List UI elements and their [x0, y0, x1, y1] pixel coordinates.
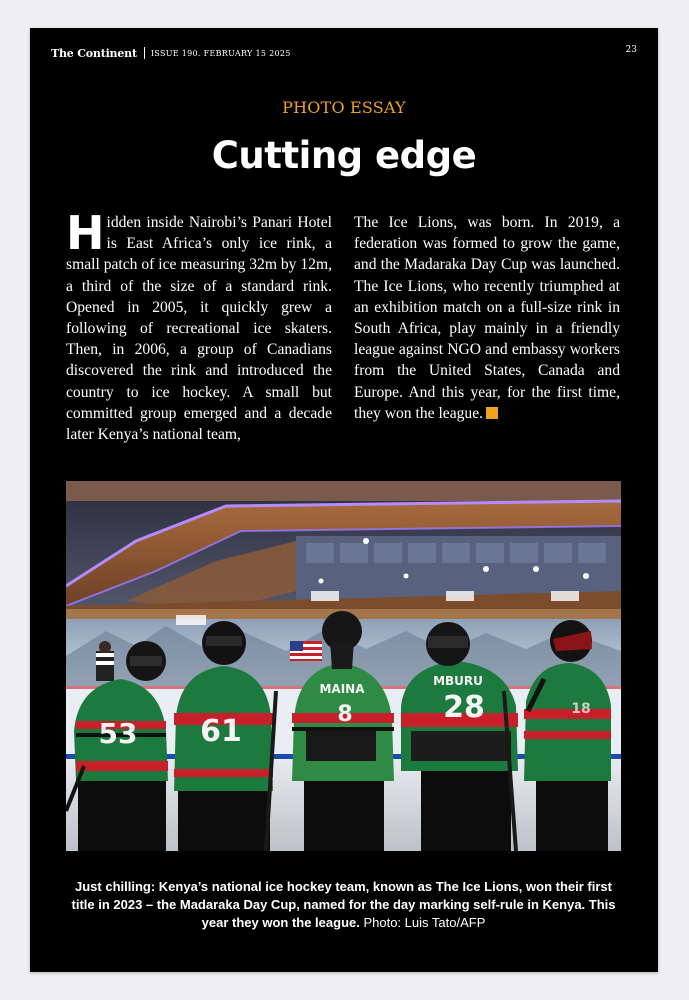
publication-name: The Continent: [51, 46, 137, 60]
page-header: [51, 45, 291, 61]
drop-cap: H: [66, 206, 105, 260]
jersey-name-2: MBURU: [433, 674, 483, 688]
section-kicker: PHOTO ESSAY: [282, 98, 406, 117]
body-column-left: [66, 206, 332, 445]
body-column-right: [354, 212, 620, 424]
page-number: 23: [625, 45, 637, 55]
header-divider: [144, 47, 145, 59]
body-text-left: idden inside Nairobi’s Panari Hotel is East Africa’s only ice rink, a small patch of ice measuring 32m by 12m, a third of the size of a standard rink. Opened in 2005, it quickly grew a following of recreational ice skaters. Then, in 2006, a group of Canadians discovered the rink and introduced the country to ice hockey. A small but committed group emerged and a decade later Kenya’s national team,: [66, 214, 332, 444]
jersey-number-1: 53: [98, 717, 138, 750]
article-title: Cutting edge: [211, 134, 477, 177]
jersey-number-4: 28: [443, 690, 485, 725]
magazine-page: [30, 28, 658, 972]
caption-text: Just chilling: Kenya’s national ice hockey team, known as The Ice Lions, won their first title in 2023 – the Madaraka Day Cup, named for the day marking self-rule in Kenya. This year they won the league.: [71, 879, 616, 930]
body-text-right: The Ice Lions, was born. In 2019, a federation was formed to grow the game, and the Madaraka Day Cup was launched. The Ice Lions, who recently triumphed at an exhibition match on a full-size rink in South Africa, play mainly in a friendly league against NGO and embassy workers from the United States, Canada and Europe. And this year, for the first time, they won the league.: [354, 214, 620, 422]
jersey-number-2: 61: [200, 714, 242, 749]
jersey-number-5: 18: [571, 701, 591, 717]
jersey-name-1: MAINA: [319, 682, 365, 696]
end-of-article-mark: [486, 407, 498, 419]
hockey-team-photo: [66, 481, 621, 851]
photo-credit: Photo: Luis Tato/AFP: [359, 915, 486, 930]
issue-info: ISSUE 190. FEBRUARY 15 2025: [150, 48, 291, 58]
photo-caption: [66, 878, 621, 932]
jersey-number-3: 8: [337, 702, 353, 727]
